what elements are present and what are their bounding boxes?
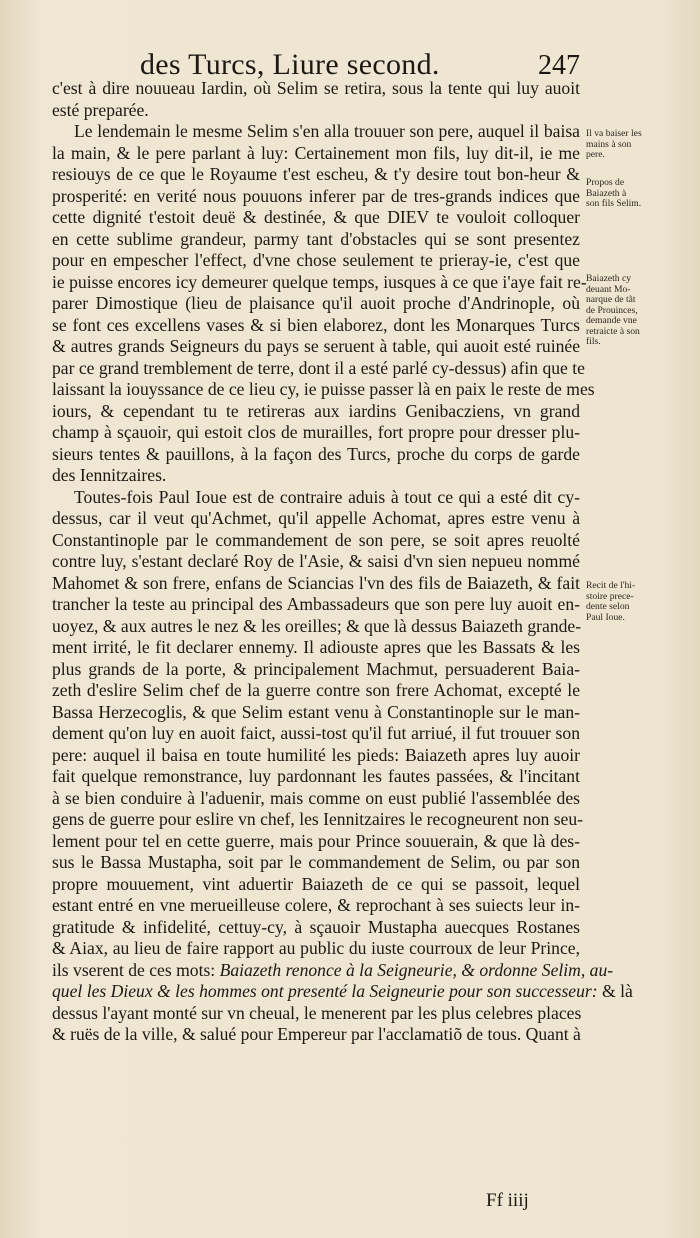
text-line (52, 293, 580, 315)
margin-note-line: Propos de (586, 177, 625, 188)
text-segment: prosperité: en verité nous pouuons inferer par de tres-grands indices que (52, 185, 580, 206)
text-segment: par ce grand tremblement de terre, dont il a esté parlé cy-dessus) afin que te (52, 357, 585, 378)
text-segment: champ à sçauoir, qui estoit clos de murailles, fort propre pour dresser plu- (52, 422, 580, 442)
text-segment: cette dignité t'estoit deuë & destinée, & que DIEV te vouloit colloquer (52, 207, 580, 227)
text-segment: sieurs tentes & pauillons, à la façon des Turcs, proche du corps de garde (52, 443, 580, 464)
italic-quote: quel les Dieux & les hommes ont presenté la Seigneurie pour son successeur: (52, 981, 598, 1001)
text-segment: Mahomet & son frere, enfans de Sciancias l'vn des fils de Baiazeth, & fait (52, 572, 580, 593)
text-line (52, 229, 580, 251)
italic-quote: Baiazeth renonce à la Seigneurie, & ordonne Selim, au- (219, 959, 614, 980)
text-line (52, 874, 580, 896)
text-segment: gens de guerre pour eslire vn chef, les Iennitzaires le recogneurent non seu- (52, 809, 584, 829)
text-segment: Constantinople par le commandement de son pere, se soit apres reuolté (52, 529, 580, 550)
text-line (52, 121, 580, 143)
margin-note-line: demande vne (586, 315, 637, 326)
text-line (52, 680, 580, 702)
signature-mark: Ff iiij (486, 1190, 529, 1211)
text-segment: & autres grands Seigneurs du pays se seruent à table, qui auoit esté ruinée (52, 336, 580, 356)
text-line (52, 981, 633, 1003)
text-line (52, 250, 580, 272)
text-line (52, 401, 580, 423)
text-segment: Bassa Herzecoglis, & que Selim estant venu à Constantinople sur le man- (52, 701, 580, 722)
text-segment: zeth d'eslire Selim chef de la guerre contre son frere Achomat, excepté le (52, 680, 580, 700)
text-segment: ils vserent de ces mots: (52, 959, 216, 980)
text-segment: estant entré en vne merueilleuse colere, & reprochant à ses suiects leur in- (52, 895, 580, 915)
text-segment: la main, & le pere parlant à luy: Certainement mon fils, luy dit-il, ie me (52, 142, 580, 163)
text-line (52, 959, 614, 982)
text-segment: dement qu'on luy en auoit faict, aussi-tost qu'il fut arriué, il fut trouuer son (52, 723, 580, 743)
text-segment: Le lendemain le mesme Selim s'en alla trouuer son pere, auquel il baisa (74, 121, 580, 141)
text-segment: Toutes-fois Paul Ioue est de contraire aduis à tout ce qui a esté dit cy- (74, 486, 580, 507)
margin-note-line: fils. (586, 336, 601, 347)
margin-note-line: dente selon (586, 601, 630, 612)
text-line (52, 444, 580, 466)
text-line (52, 723, 580, 745)
text-segment: sus le Bassa Mustapha, soit par le commandement de Selim, ou par son (52, 852, 580, 872)
text-line (52, 852, 580, 874)
text-line (52, 702, 580, 724)
text-line (52, 143, 580, 165)
margin-note-kiss-hands (586, 129, 682, 161)
text-segment: ment irrité, le fit declarer ennemy. Il adiouste apres que les Bassats & les (52, 637, 580, 657)
text-segment: esté preparée. (52, 99, 149, 120)
text-segment: lement pour tel en cette guerre, mais pour Prince souuerain, & que là des- (52, 830, 580, 851)
text-line (52, 573, 580, 595)
margin-note-line: pere. (586, 149, 605, 160)
text-line (52, 895, 580, 917)
text-segment: & là (597, 981, 633, 1001)
text-line (52, 745, 580, 767)
margin-note-line: retraicte à son (586, 325, 640, 337)
text-line (52, 659, 580, 681)
text-line (52, 766, 580, 788)
text-segment: c'est à dire nouueau Iardin, où Selim se retira, sous la tente qui luy auoit (52, 78, 580, 98)
text-segment: trancher la teste au principal des Ambassadeurs que son pere luy auoit en- (52, 594, 580, 614)
text-line (52, 530, 580, 552)
text-segment: en cette sublime grandeur, parmy tant d'obstacles qui se sont presentez (52, 228, 580, 249)
margin-note-line: mains à son (586, 138, 632, 150)
text-line (52, 379, 595, 401)
text-segment: contre luy, s'estant declaré Roy de l'Asie, & saisi d'vn sien nepueu nommé (52, 551, 580, 571)
margin-note-line: deuant Mo- (586, 283, 631, 295)
margin-note-line: Baiazeth à (586, 187, 627, 199)
text-segment: laissant la iouyssance de ce lieu cy, ie puisse passer là en paix le reste de mes (52, 379, 595, 399)
text-segment: fait quelque remonstrance, luy pardonnant les fautes passées, & l'incitant (52, 766, 580, 786)
text-line (52, 487, 580, 509)
running-header (140, 48, 580, 82)
text-line (52, 336, 580, 358)
text-segment: uoyez, & aux autres le nez & les oreilles; & que là dessus Baiazeth grande- (52, 615, 582, 636)
text-segment: propre mouuement, vint aduertir Baiazeth de ce qui se passoit, lequel (52, 873, 580, 894)
text-line (52, 594, 580, 616)
text-segment: des Iennitzaires. (52, 465, 167, 485)
text-line (52, 100, 580, 122)
text-line (52, 1003, 580, 1025)
text-line (52, 831, 580, 853)
text-line (52, 637, 580, 659)
text-line (52, 788, 580, 810)
text-line (52, 186, 580, 208)
margin-note-line: narque de tãt (586, 294, 636, 305)
text-line (52, 508, 580, 530)
text-line (52, 207, 580, 229)
text-line (52, 809, 584, 831)
margin-note-line: Baiazeth cy (586, 273, 632, 284)
text-segment: à se bien conduire à l'aduenir, mais comme on eust publié l'assemblée des (52, 787, 580, 808)
margin-note-bajazet-retreat (586, 274, 682, 348)
text-line (52, 1024, 580, 1046)
text-line (52, 551, 580, 573)
margin-note-line: Il va baiser les (586, 128, 642, 139)
text-segment: & Aiax, au lieu de faire rapport au public du iuste courroux de leur Prince, (52, 938, 580, 958)
text-segment: iours, & cependant tu te retireras aux iardins Genibacziens, vn grand (52, 400, 580, 421)
text-line (52, 271, 587, 294)
margin-note-line: de Prouinces, (586, 304, 638, 316)
margin-note-line: Recit de l'hi- (586, 580, 636, 591)
text-line (52, 78, 580, 100)
text-line (52, 465, 580, 487)
text-segment: gratitude & infidelité, cettuy-cy, à sçauoir Mustapha auecques Rostanes (52, 916, 580, 937)
text-segment: dessus, car il veut qu'Achmet, qu'il appelle Achomat, apres estre venu à (52, 508, 580, 528)
text-segment: se font ces excellens vases & si bien elaborez, dont les Monarques Turcs (52, 314, 580, 335)
margin-note-line: Paul Ioue. (586, 611, 625, 623)
text-segment: dessus l'ayant monté sur vn cheual, le menerent par les plus celebres places (52, 1002, 582, 1023)
margin-note-line: stoire prece- (586, 590, 634, 602)
text-line (52, 315, 580, 337)
text-segment: & ruës de la ville, & salué pour Empereur par l'acclamatiõ de tous. Quant à (52, 1024, 581, 1044)
text-line (52, 616, 580, 638)
text-segment: plus grands de la porte, & principalement Machmut, persuaderent Baia- (52, 658, 580, 679)
page-number: 247 (538, 50, 580, 81)
margin-note-line: son fils Selim. (586, 198, 642, 209)
text-segment: pour en empescher l'effect, d'vne chose seulement te prieray-ie, c'est que (52, 250, 580, 270)
text-line (52, 422, 580, 444)
text-segment: resiouys de ce que le Royaume t'est escheu, & t'y desire tout bon-heur & (52, 164, 580, 184)
text-line (52, 917, 580, 939)
text-segment: pere: auquel il baisa en toute humilité les pieds: Baiazeth apres luy auoir (52, 744, 580, 765)
text-line (52, 164, 580, 186)
running-title: des Turcs, Liure second. (140, 48, 440, 81)
margin-note-paul-jove (586, 581, 682, 623)
text-segment: parer Dimostique (lieu de plaisance qu'il auoit proche d'Andrinople, où (52, 293, 580, 313)
text-line (52, 938, 580, 960)
text-line (52, 357, 585, 380)
margin-note-bajazet-speech (586, 178, 682, 210)
text-segment: ie puisse encores icy demeurer quelque temps, iusques à ce que i'aye fait re- (52, 271, 587, 292)
